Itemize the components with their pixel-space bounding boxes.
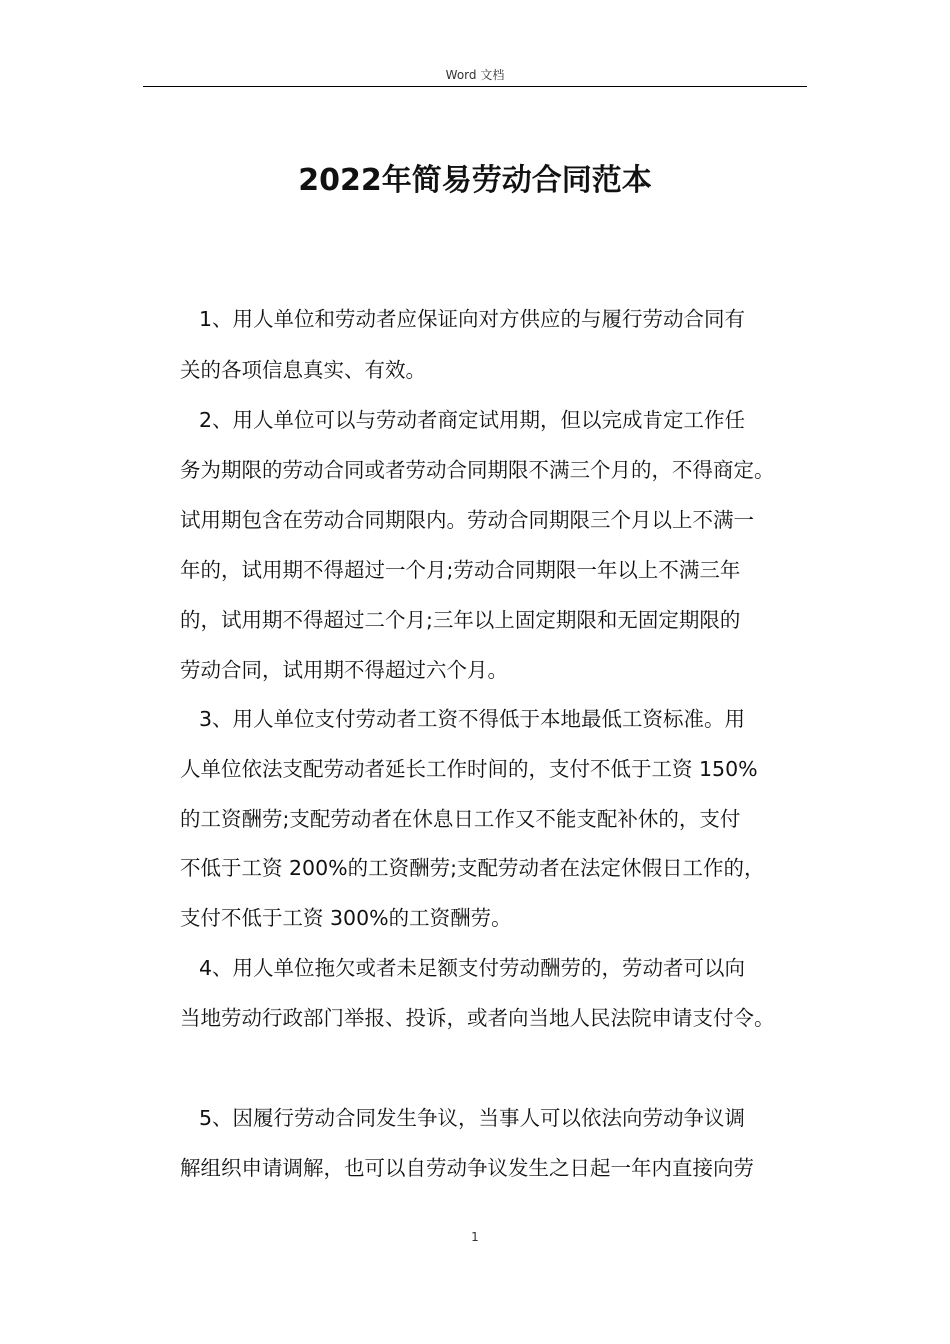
body-line: 1、用人单位和劳动者应保证向对方供应的与履行劳动合同有 — [199, 307, 746, 331]
body-line: 4、用人单位拖欠或者未足额支付劳动酬劳的，劳动者可以向 — [199, 956, 746, 980]
body-line: 的工资酬劳;支配劳动者在休息日工作又不能支配补休的，支付 — [180, 807, 741, 831]
body-line: 年的，试用期不得超过一个月;劳动合同期限一年以上不满三年 — [180, 558, 741, 582]
page-number: 1 — [471, 1230, 479, 1244]
header-divider — [143, 86, 807, 87]
body-line: 人单位依法支配劳动者延长工作时间的，支付不低于工资 150% — [180, 757, 758, 781]
body-line: 解组织申请调解，也可以自劳动争议发生之日起一年内直接向劳 — [180, 1156, 754, 1180]
body-line: 务为期限的劳动合同或者劳动合同期限不满三个月的，不得商定。 — [180, 458, 775, 482]
page-header: Word 文档 — [445, 68, 505, 82]
body-line: 试用期包含在劳动合同期限内。劳动合同期限三个月以上不满一 — [180, 508, 754, 532]
body-line: 不低于工资 200%的工资酬劳;支配劳动者在法定休假日工作的， — [180, 856, 765, 880]
document-title: 2022年简易劳动合同范本 — [298, 163, 652, 198]
body-line: 5、因履行劳动合同发生争议，当事人可以依法向劳动争议调 — [199, 1106, 746, 1130]
body-line: 劳动合同，试用期不得超过六个月。 — [180, 658, 508, 682]
body-line: 支付不低于工资 300%的工资酬劳。 — [180, 906, 512, 930]
body-line: 3、用人单位支付劳动者工资不得低于本地最低工资标准。用 — [199, 707, 746, 731]
body-line: 2、用人单位可以与劳动者商定试用期，但以完成肯定工作任 — [199, 408, 746, 432]
body-line: 的，试用期不得超过二个月;三年以上固定期限和无固定期限的 — [180, 608, 741, 632]
body-line: 关的各项信息真实、有效。 — [180, 358, 426, 382]
body-line: 当地劳动行政部门举报、投诉，或者向当地人民法院申请支付令。 — [180, 1006, 775, 1030]
